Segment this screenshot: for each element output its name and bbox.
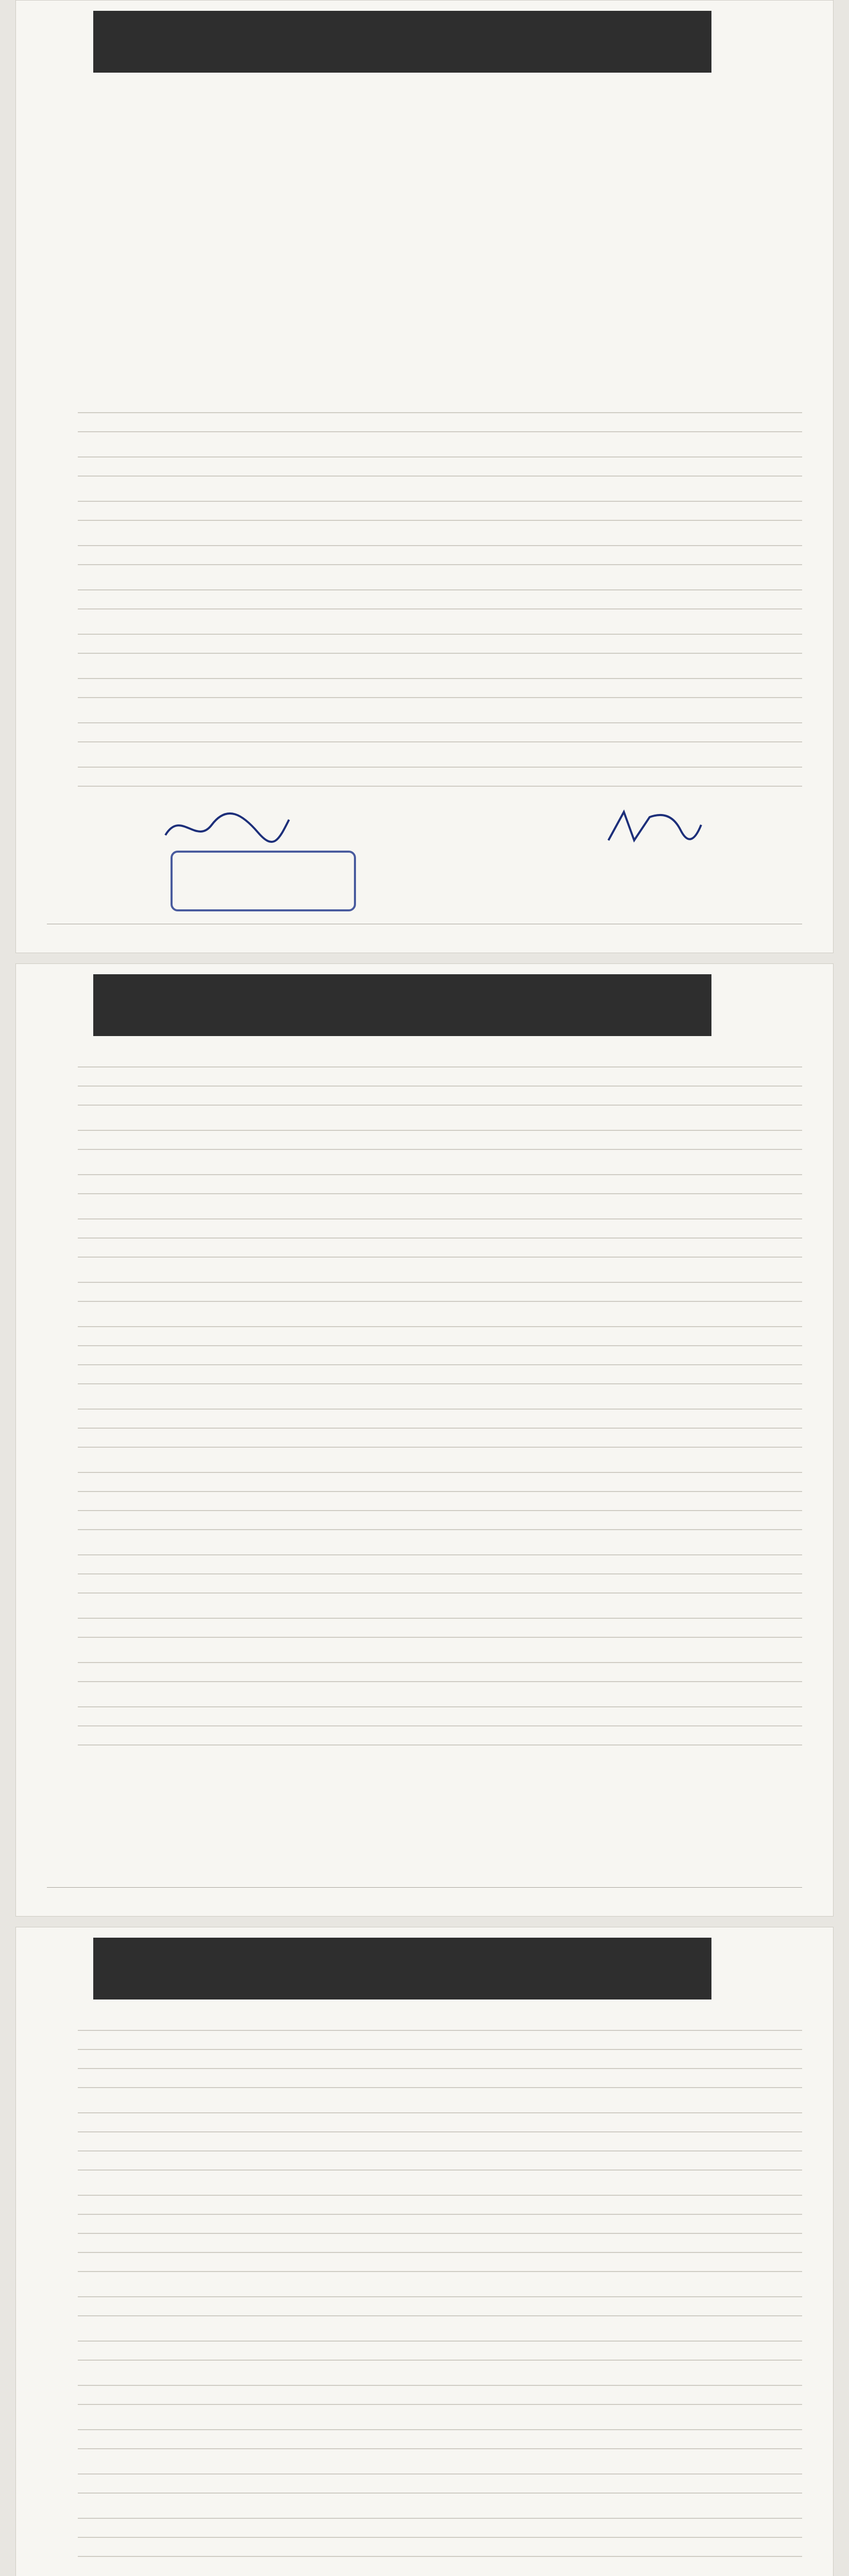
letter-page-3 — [15, 1927, 834, 2576]
signatory-block — [572, 856, 789, 908]
clause — [47, 1267, 802, 1305]
clause — [47, 2097, 802, 2174]
clause — [47, 397, 802, 435]
clause — [47, 752, 802, 790]
clause — [47, 2180, 802, 2275]
clause — [47, 1052, 802, 1109]
clause — [47, 530, 802, 568]
clause — [47, 1647, 802, 1685]
cbse-letterhead — [93, 1938, 711, 1999]
clause — [47, 574, 802, 613]
addressee-line — [57, 119, 418, 140]
clause-list — [47, 397, 802, 796]
clause — [47, 663, 802, 701]
clause — [47, 707, 802, 745]
clause — [47, 2326, 802, 2364]
clause — [47, 1539, 802, 1597]
clause — [47, 619, 802, 657]
cbse-letterhead — [93, 974, 711, 1036]
cbse-letterhead — [93, 11, 711, 73]
clause — [47, 2281, 802, 2319]
clause — [47, 486, 802, 524]
letterhead-hindi — [93, 11, 711, 42]
clause — [47, 1691, 802, 1749]
addressee-block — [57, 119, 418, 222]
clause — [47, 1311, 802, 1387]
letter-page-1 — [15, 0, 834, 953]
clause — [47, 1457, 802, 1533]
letterhead-english — [93, 1969, 711, 1994]
clause — [47, 2566, 802, 2576]
page-footer — [47, 924, 802, 942]
clause — [47, 2370, 802, 2408]
letterhead-english — [93, 1005, 711, 1031]
clause — [47, 1204, 802, 1261]
clause — [47, 2459, 802, 2497]
clause — [47, 1603, 802, 1641]
clause-list — [47, 1052, 802, 1755]
intro-paragraph — [57, 310, 792, 330]
reference-line — [57, 83, 792, 104]
clause — [47, 2503, 802, 2560]
clause — [47, 1159, 802, 1197]
letterhead-english — [93, 42, 711, 67]
page-footer — [47, 1887, 802, 1906]
signature-mark — [160, 804, 294, 851]
addressee-line — [57, 160, 418, 181]
letter-subject — [57, 217, 792, 258]
clause-list — [47, 2015, 802, 2576]
clause — [47, 2414, 802, 2452]
addressee-line — [57, 140, 418, 160]
letterhead-hindi — [93, 974, 711, 1005]
school-stamp — [171, 851, 356, 911]
letterhead-hindi — [93, 1938, 711, 1969]
signature-mark — [603, 804, 706, 851]
intro-paragraph — [57, 341, 792, 382]
clause — [47, 2015, 802, 2091]
clause — [47, 442, 802, 480]
letter-page-2 — [15, 963, 834, 1917]
addressee-line — [57, 181, 418, 201]
clause — [47, 1115, 802, 1153]
clause — [47, 1394, 802, 1451]
